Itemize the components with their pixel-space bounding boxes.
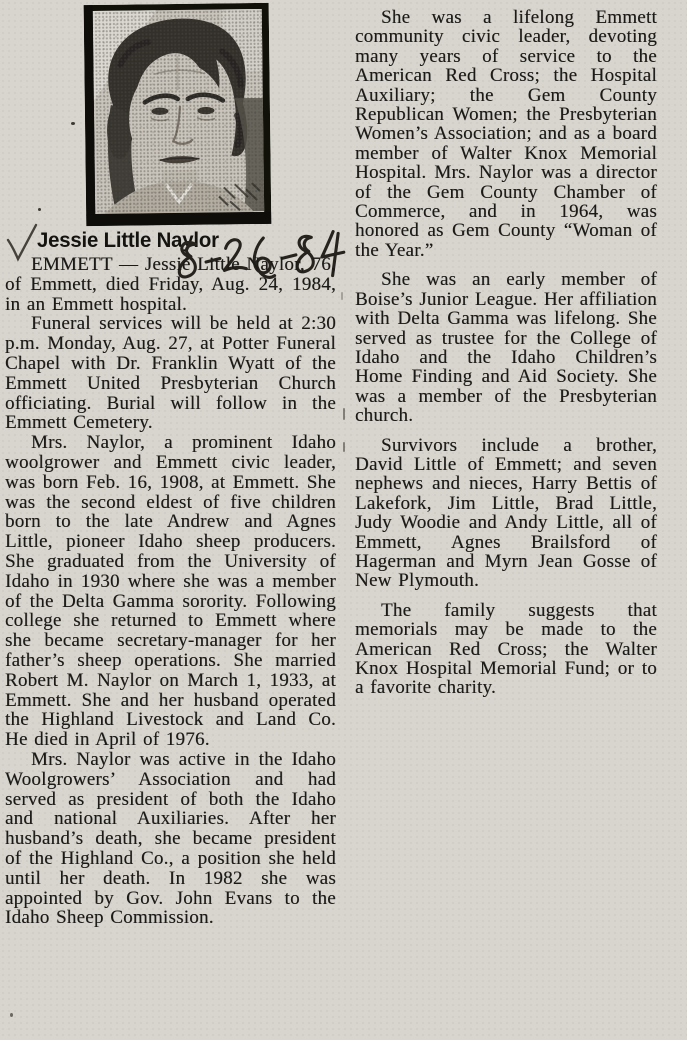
portrait-photo bbox=[84, 3, 272, 226]
scan-artifact-dash bbox=[341, 292, 343, 300]
scan-artifact-speck bbox=[71, 122, 75, 125]
obituary-paragraph-memberships: She was an early member of Boise’s Junior League. Her affiliation with Delta Gamma was lifelong. She served as trustee for the College of Idaho and the Idaho Children’s Home Finding and Aid Society. She was a member of the Presbyterian church. bbox=[355, 269, 657, 427]
obituary-headline: Jessie Little Naylor bbox=[37, 229, 219, 252]
obituary-paragraph-dateline: EMMETT — Jessie Little Naylor, 76, of Emmett, died Friday, Aug. 24, 1984, in an Emmett hospital. bbox=[5, 254, 336, 315]
obituary-paragraph-funeral: Funeral services will be held at 2:30 p.m. Monday, Aug. 27, at Potter Funeral Chapel with Dr. Franklin Wyatt of the Emmett United Presbyterian Church officiating. Burial will follow in the Emmett Cemetery. bbox=[5, 313, 336, 434]
scan-artifact-dash bbox=[343, 442, 345, 452]
obituary-paragraph-survivors: Survivors include a brother, David Little of Emmett; and seven nephews and nieces, Harry Bettis of Lakefork, Jim Little, Brad Little, Judy Woodie and Andy Little, all of Emmett, Agnes Brailsford of Hagerman and Myrn Jean Gosse of New Plymouth. bbox=[355, 434, 657, 592]
obituary-paragraph-career: Mrs. Naylor was active in the Idaho Woolgrowers’ Association and had served as president of both the Idaho and national Auxiliaries. After her husband’s death, she became president of the Highland Co., a position she held until her death. In 1982 she was appointed by Gov. John Evans to the Idaho Sheep Commission. bbox=[5, 748, 336, 929]
left-column bbox=[5, 255, 336, 928]
scan-artifact-speck bbox=[38, 208, 41, 211]
obituary-paragraph-biography: Mrs. Naylor, a prominent Idaho woolgrower and Emmett civic leader, was born Feb. 16, 1908, at Emmett. She was the second eldest of five children born to the late Andrew and Agnes Little, pioneer Idaho sheep producers. She graduated from the University of Idaho in 1930 where she was a member of the Delta Gamma sorority. Following college she returned to Emmett where she became secretary-manager for her father’s sheep operations. She married Robert M. Naylor on March 1, 1933, at Emmett. She and her husband operated the Highland Livestock and Land Co. He died in April of 1976. bbox=[5, 432, 336, 751]
obituary-paragraph-civic: She was a lifelong Emmett community civic leader, devoting many years of service to the American Red Cross; the Hospital Auxiliary; the Gem County Republican Women; the Presbyterian Women’s Association; and as a board member of Walter Knox Memorial Hospital. Mrs. Naylor was a director of the Gem County Chamber of Commerce, and in 1964, was honored as Gem County “Woman of the Year.” bbox=[355, 7, 657, 261]
scan-artifact-dash bbox=[343, 408, 345, 420]
portrait-image bbox=[84, 3, 272, 226]
scan-artifact-speck bbox=[10, 1013, 13, 1017]
right-column bbox=[355, 8, 657, 698]
obituary-paragraph-memorials: The family suggests that memorials may be made to the American Red Cross; the Walter Knox Hospital Memorial Fund; or to a favorite charity. bbox=[355, 599, 657, 699]
